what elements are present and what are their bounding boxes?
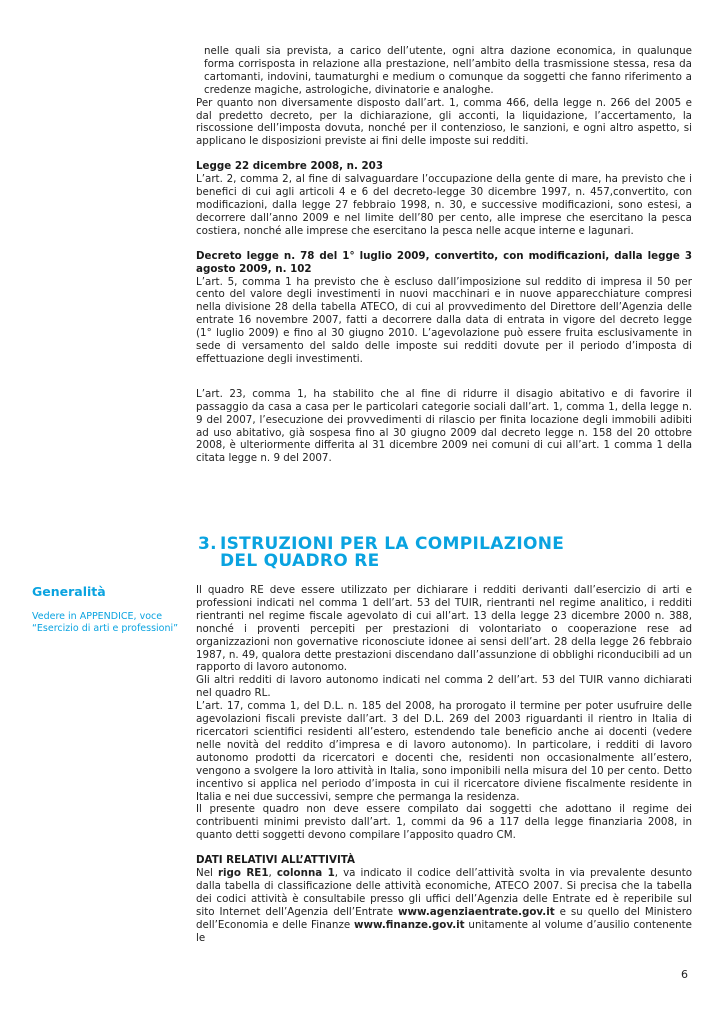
- rigo-label: rigo RE1: [217, 867, 269, 880]
- heading-decree-2009: Decreto legge n. 78 del 1° luglio 2009, convertito, con modificazioni, dalla legge 3 agosto 2009, n. 102: [196, 249, 692, 275]
- activity-text: Nel: [196, 867, 218, 880]
- paragraph-minimum-regime: Il presente quadro non deve essere compilato dai soggetti che adottano il regime dei contribuenti minimi previsto dall’art. 1, commi da 96 a 117 della legge finanziaria 2008, in quanto detti soggetti devono compilare l’apposito quadro CM.: [196, 803, 692, 842]
- paragraph-activity: [196, 867, 692, 944]
- paragraph-quadro-rl: Gli altri redditi di lavoro autonomo indicati nel comma 2 dell’art. 53 del TUIR vanno dichiarati nel quadro RL.: [196, 674, 692, 700]
- paragraph-decree-art23: L’art. 23, comma 1, ha stabilito che al fine di ridurre il disagio abitativo e di favorire il passaggio da casa a casa per le particolari categorie sociali dall’art. 1, comma 1, della legge n. 9 del 2007, l’esecuzione dei provvedimenti di rilascio per finita locazione degli immobili adibiti ad uso abitativo, già sospesa fino al 30 giugno 2009 dal decreto legge n. 158 del 20 ottobre 2008, è ulteriormente differita al 31 dicembre 2009 nei comuni di cui all’art. 1 comma 1 della citata legge n. 9 del 2007.: [196, 387, 692, 465]
- paragraph-provisions: Per quanto non diversamente disposto dall’art. 1, comma 466, della legge n. 266 del 2005 e dal predetto decreto, per la dichiarazione, gli acconti, la liquidazione, l’accertamento, la riscossione dell’imposta dovuta, nonché per il contenzioso, le sanzioni, e ogni altro aspetto, si applicano le disposizioni previste ai fini delle imposte sui redditi.: [196, 96, 692, 148]
- sidebar: [32, 584, 182, 634]
- heading-law-2008: Legge 22 dicembre 2008, n. 203: [196, 160, 383, 173]
- heading-activity: DATI RELATIVI ALL’ATTIVITÀ: [196, 854, 356, 867]
- activity-text: , va indicato il codice dell’attività svolta in via prevalente desunto dalla tabella di classificazione delle attività economiche, ATECO 2007. Si precisa che la tabella dei codici attività è consultabile presso gli uffici dell’Agenzia delle Entrate ed è reperibile sul sito Internet dell’Agenzia dell’Entrate: [196, 867, 693, 918]
- top-text-column: [196, 45, 692, 465]
- section-title-line2: DEL QUADRO RE: [220, 551, 380, 571]
- agenzia-entrate-link[interactable]: www.agenziaentrate.gov.it: [398, 905, 555, 918]
- paragraph-decree-art5: L’art. 5, comma 1 ha previsto che è escluso dall’imposizione sul reddito di impresa il 50 per cento del valore degli investimenti in nuovi macchinari e in nuove apparecchiature compresi nella divisione 28 della tabella ATECO, di cui al provvedimento del Direttore dell’Agenzia delle entrate 16 novembre 2007, fatti a decorrere dalla data di entrata in vigore del decreto legge (1° luglio 2009) e fino al 30 giugno 2010. L’agevolazione può essere fruita esclusivamente in sede di versamento del saldo delle imposte sui redditi dovute per il periodo d’imposta di effettuazione degli investimenti.: [196, 275, 692, 365]
- section-title-line1: ISTRUZIONI PER LA COMPILAZIONE: [220, 534, 565, 554]
- section-heading: [198, 536, 698, 570]
- finanze-link[interactable]: www.finanze.gov.it: [354, 918, 465, 931]
- colonna-label: colonna 1: [276, 867, 335, 880]
- paragraph-quadro-re: Il quadro RE deve essere utilizzato per dichiarare i redditi derivanti dall’esercizio di arti e professioni indicati nel comma 1 dell’art. 53 del TUIR, rientranti nel regime analitico, i redditi rientranti nel regime fiscale agevolato di cui all’art. 13 della legge 23 dicembre 2000 n. 388, nonché i proventi percepiti per prestazioni di volontariato o cooperazione rese ad organizzazioni non governative riconosciute idonee ai sensi dell’art. 28 della legge 26 febbraio 1987, n. 49, qualora dette prestazioni discendano dall’assunzione di obblighi riconducibili ad un rapporto di lavoro autonomo.: [196, 584, 692, 674]
- paragraph-continuation: nelle quali sia prevista, a carico dell’utente, ogni altra dazione economica, in qualunque forma corrisposta in relazione alla prestazione, nell’ambito della trasmissione stessa, resa da cartomanti, indovini, taumaturghi e medium o comunque da soggetti che fanno riferimento a credenze magiche, astrologiche, divinatorie e analoghe.: [204, 45, 692, 96]
- activity-text: e su quello del Ministero dell’Economia e delle Finanze: [196, 905, 693, 931]
- sidebar-note: Vedere in APPENDICE, voce “Esercizio di arti e professioni”: [32, 611, 179, 634]
- activity-text: unitamente al volume d’ausilio contenente le: [196, 918, 692, 944]
- general-text-column: [196, 584, 692, 944]
- section-number: 3.: [198, 534, 217, 554]
- paragraph-researchers: L’art. 17, comma 1, del D.L. n. 185 del 2008, ha prorogato il termine per poter usufruire delle agevolazioni fiscali previste dall’art. 3 del D.L. 269 del 2003 riguardanti il rientro in Italia di ricercatori scientifici residenti all’estero, estendendo tale beneficio anche ai docenti (vedere nelle novità del reddito d’impresa e di lavoro autonomo). In particolare, i redditi di lavoro autonomo prodotti da ricercatori e docenti che, residenti non occasionalmente all’estero, vengono a svolgere la loro attività in Italia, sono imponibili nella misura del 10 per cento. Detto incentivo si applica nel periodo d’imposta in cui il ricercatore diviene fiscalmente residente in Italia e nei due successivi, sempre che permanga la residenza.: [196, 700, 692, 803]
- sidebar-title: Generalità: [32, 584, 106, 599]
- page-number: 6: [681, 968, 688, 981]
- paragraph-law-2008: L’art. 2, comma 2, al fine di salvaguardare l’occupazione della gente di mare, ha previsto che i benefici di cui agli articoli 4 e 6 del decreto-legge 30 dicembre 1997, n. 457,convertito, con modificazioni, dalla legge 27 febbraio 1998, n. 30, e successive modificazioni, sono estesi, a decorrere dall’anno 2009 e nel limite dell’80 per cento, alle imprese che esercitano la pesca costiera, nonché alle imprese che esercitano la pesca nelle acque interne e lagunari.: [196, 173, 692, 237]
- activity-text: ,: [268, 867, 277, 880]
